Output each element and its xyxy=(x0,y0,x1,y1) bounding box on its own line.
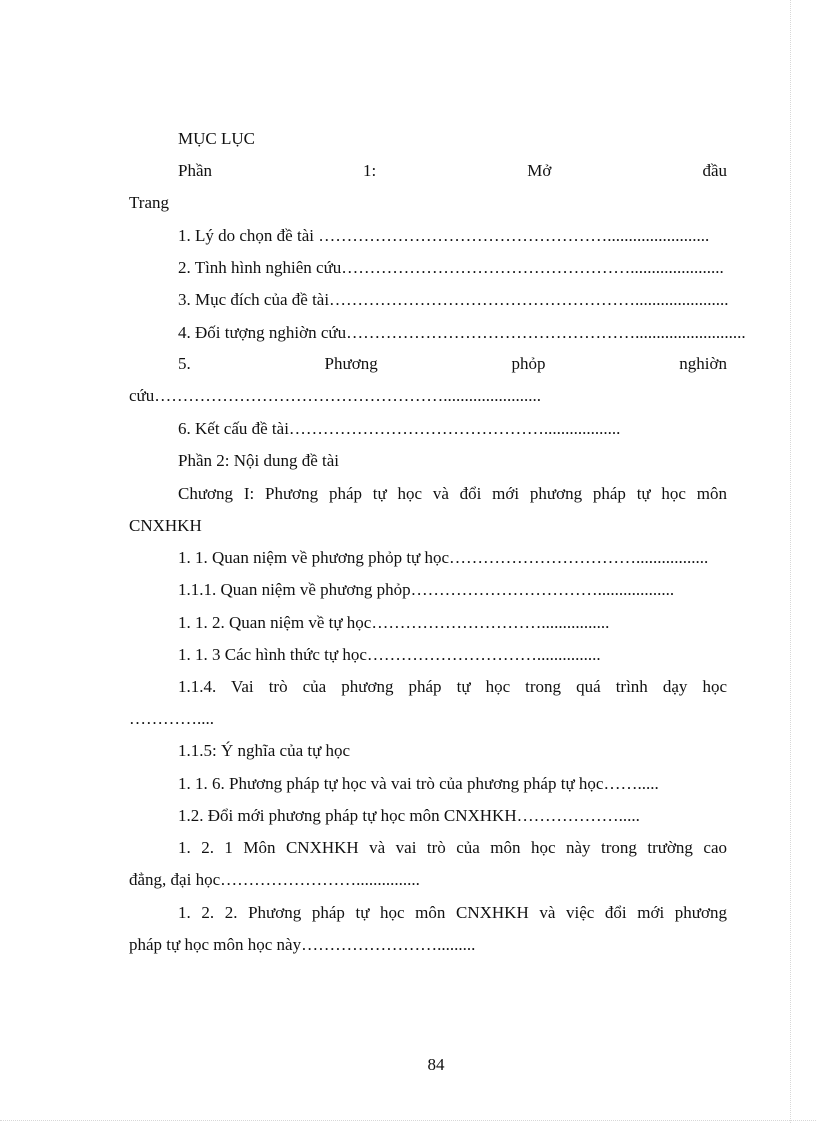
toc-entry: 1.1.1. Quan niệm về phương phỏp…………………………….................. xyxy=(178,580,675,599)
toc-entry: 1. 1. 2. Quan niệm về tự học…………………………................ xyxy=(178,613,610,632)
toc-title: MỤC LỤC xyxy=(178,129,255,148)
toc-entry: 1.1.5: Ý nghĩa của tự học xyxy=(178,741,351,760)
toc-entry: 1. 1. 3 Các hình thức tự học…………………………............... xyxy=(178,645,601,664)
toc-entry: 1. Lý do chọn đề tài ……………………………………………........................ xyxy=(178,226,710,245)
toc-entry: 1.2. Đổi mới phương pháp tự học môn CNXHKH………………..... xyxy=(178,806,640,825)
toc-entry: 6. Kết cấu đề tài……………………………………….................. xyxy=(178,419,621,438)
page-edge-guide xyxy=(790,0,791,1123)
toc-section-heading: Phần 1: Mở đầu xyxy=(178,161,727,180)
toc-entry-continuation: ………….... xyxy=(129,709,214,728)
toc-chapter-heading-continuation: CNXHKH xyxy=(129,516,202,535)
toc-entry: 1. 2. 2. Phương pháp tự học môn CNXHKH và việc đổi mới phương xyxy=(178,903,727,922)
toc-chapter-heading: Chương I: Phương pháp tự học và đổi mới phương pháp tự học môn xyxy=(178,484,727,503)
toc-entry: 1. 2. 1 Môn CNXHKH và vai trò của môn học này trong trường cao xyxy=(178,838,727,857)
toc-entry-continuation: cứu……………………………………………....................... xyxy=(129,386,542,405)
toc-entry-continuation: đẳng, đại học……………………............... xyxy=(129,870,420,889)
toc-page-column-label: Trang xyxy=(129,193,169,212)
toc-entry: 1. 1. Quan niệm về phương phỏp tự học……………………………................. xyxy=(178,548,709,567)
toc-entry: 2. Tình hình nghiên cứu……………………………………………...................... xyxy=(178,258,724,277)
toc-section-heading: Phần 2: Nội dung đề tài xyxy=(178,451,340,470)
toc-entry: 5. Phương phỏp nghiờn xyxy=(178,354,727,373)
toc-entry: 3. Mục đích của đề tài………………………………………………...................... xyxy=(178,290,729,309)
toc-entry-continuation: pháp tự học môn học này……………………......... xyxy=(129,935,476,954)
toc-entry: 1. 1. 6. Phương pháp tự học và vai trò của phương pháp tự học……..... xyxy=(178,774,659,793)
toc-entry: 1.1.4. Vai trò của phương pháp tự học trong quá trình dạy học xyxy=(178,677,727,696)
page-number: 84 xyxy=(427,1055,445,1074)
toc-entry: 4. Đối tượng nghiờn cứu…………………………………………….......................... xyxy=(178,323,746,342)
page-bottom-guide xyxy=(0,1120,816,1121)
